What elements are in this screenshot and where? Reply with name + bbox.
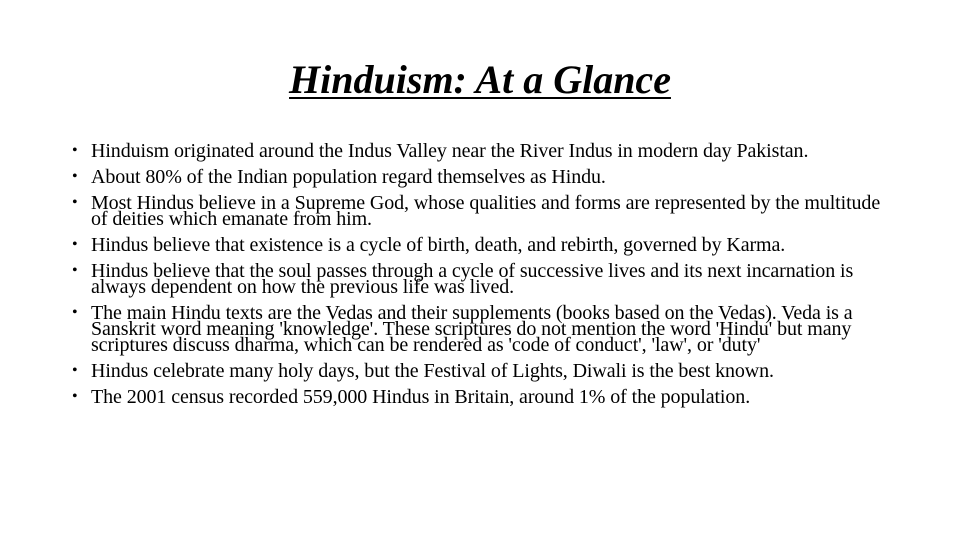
bullet-item: • The 2001 census recorded 559,000 Hindus in Britain, around 1% of the population. [72, 389, 892, 405]
bullet-item: • Most Hindus believe in a Supreme God, whose qualities and forms are represented by the multitude of deities which emanate from him. [72, 195, 892, 227]
bullet-item: • Hinduism originated around the Indus Valley near the River Indus in modern day Pakistan. [72, 143, 892, 159]
bullet-item: • About 80% of the Indian population regard themselves as Hindu. [72, 169, 892, 185]
bullet-item: • Hindus believe that existence is a cycle of birth, death, and rebirth, governed by Karma. [72, 237, 892, 253]
bullet-item: • Hindus celebrate many holy days, but the Festival of Lights, Diwali is the best known. [72, 363, 892, 379]
bullet-item: • The main Hindu texts are the Vedas and their supplements (books based on the Vedas). Veda is a Sanskrit word meaning 'knowledge'. These scriptures do not mention the word 'Hindu' but many scriptures discuss dharma, which can be rendered as 'code of conduct', 'law', or 'duty' [72, 305, 892, 353]
bullet-item: • Hindus believe that the soul passes through a cycle of successive lives and its next incarnation is always dependent on how the previous life was lived. [72, 263, 892, 295]
slide-title-text: Hinduism: At a Glance [289, 57, 671, 102]
slide-title [0, 56, 960, 104]
bullet-list [72, 140, 892, 415]
